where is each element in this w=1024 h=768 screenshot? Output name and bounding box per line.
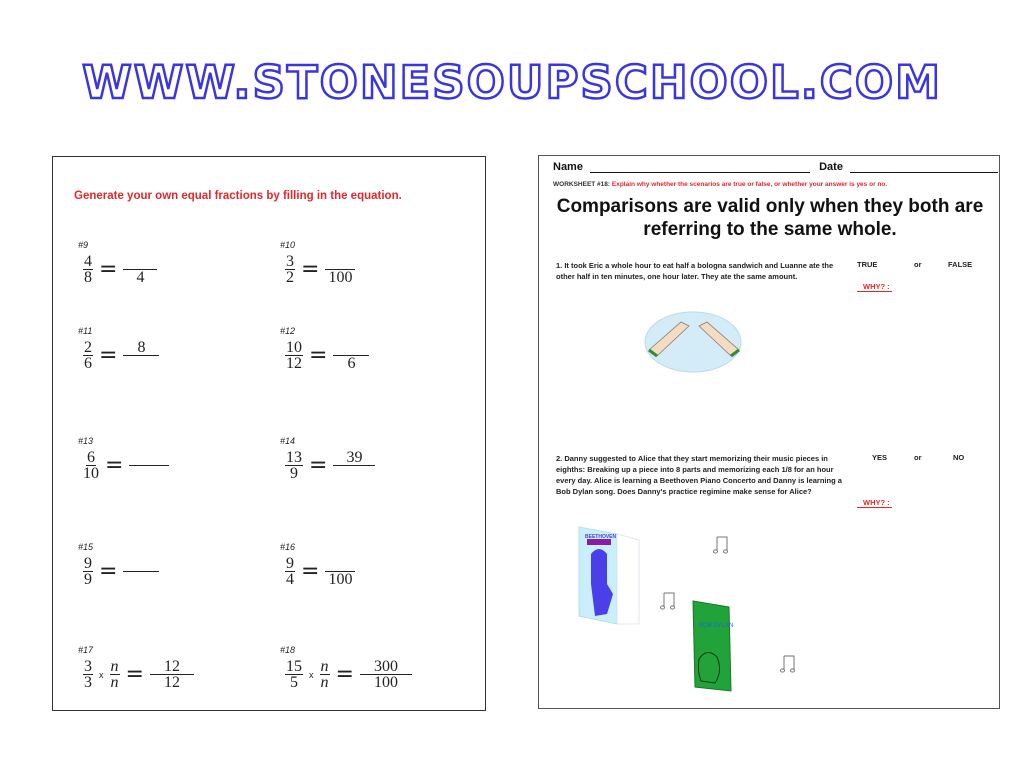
denominator: n	[320, 674, 329, 691]
problem-number: #16	[280, 542, 296, 552]
denominator: 6	[84, 355, 92, 372]
equals-sign: =	[309, 452, 328, 478]
denominator: 5	[290, 674, 298, 691]
denominator: 9	[290, 465, 298, 482]
given-fraction	[285, 450, 303, 481]
numerator: 13	[286, 449, 302, 466]
problem-11	[78, 326, 159, 372]
problem-number: #14	[280, 436, 296, 446]
equation	[83, 340, 159, 371]
times-sign: x	[99, 669, 104, 680]
given-fraction	[83, 340, 93, 371]
or-label: or	[914, 260, 922, 269]
heading-line-1: Comparisons are valid only when they both are	[556, 196, 984, 217]
name-date-row	[553, 161, 998, 173]
equation	[285, 556, 355, 587]
answer-fraction[interactable]	[129, 450, 169, 481]
worksheet-heading	[539, 195, 1001, 241]
problem-16	[280, 542, 355, 588]
true-option[interactable]: TRUE	[857, 260, 878, 269]
numerator: 9	[84, 555, 92, 572]
answer-numerator[interactable]	[325, 556, 355, 572]
problem-15	[78, 542, 159, 588]
date-label: Date	[819, 161, 843, 173]
answer-fraction[interactable]	[325, 556, 355, 587]
answer-denominator[interactable]: 12	[163, 674, 180, 691]
question-2-text: 2. Danny suggested to Alice that they start memorizing their music pieces in eighths: Breaking up a piece into 8 parts and memorizing each 1/8 for an hour every day. Alice is learning a Beethoven Piano Concerto and Danny is learning a Bob Dylan song. Does Danny's practice regimine make sense for Alice?	[556, 454, 842, 496]
music-note-icon	[658, 590, 678, 612]
problem-12	[280, 326, 369, 372]
problem-number: #9	[78, 240, 89, 250]
equals-sign: =	[99, 558, 118, 584]
name-label: Name	[553, 161, 583, 173]
equation	[83, 659, 194, 690]
site-title[interactable]: WWW.STONESOUPSCHOOL.COM	[82, 56, 942, 109]
worksheet-instruction: Explain why whether the scenarios are true or false, or whether your answer is yes or no.	[611, 181, 888, 188]
problem-number: #11	[78, 326, 93, 336]
numerator: 3	[286, 253, 294, 270]
numerator: 4	[84, 253, 92, 270]
multiplier-fraction	[110, 659, 120, 690]
problem-number: #10	[280, 240, 296, 250]
numerator: n	[110, 658, 119, 675]
answer-numerator[interactable]: 300	[360, 659, 412, 675]
problem-number: #17	[78, 645, 94, 655]
answer-numerator[interactable]: 12	[150, 659, 194, 675]
comparisons-worksheet	[538, 155, 1000, 709]
equals-sign: =	[99, 342, 118, 368]
problem-10	[280, 240, 355, 286]
problem-number: #12	[280, 326, 296, 336]
answer-denominator[interactable]: 100	[328, 571, 353, 588]
equals-sign: =	[301, 256, 320, 282]
name-field[interactable]	[590, 162, 810, 173]
equation	[83, 556, 159, 587]
music-note-icon	[711, 534, 731, 556]
equals-sign: =	[301, 558, 320, 584]
equation	[83, 450, 169, 481]
bob-dylan-book-image	[691, 599, 735, 693]
answer-denominator[interactable]: 6	[347, 355, 356, 372]
answer-fraction[interactable]	[333, 450, 375, 481]
answer-fraction[interactable]	[333, 340, 369, 371]
yes-option[interactable]: YES	[872, 453, 888, 462]
answer-fraction[interactable]	[150, 659, 194, 690]
numerator: 10	[286, 339, 302, 356]
equals-sign: =	[335, 661, 354, 687]
numerator: 3	[84, 658, 92, 675]
problem-9	[78, 240, 157, 286]
given-fraction	[83, 450, 99, 481]
sandwich-plate-image	[641, 304, 745, 376]
heading-line-2: referring to the same whole.	[643, 219, 897, 240]
given-fraction	[83, 659, 93, 690]
worksheet-header	[553, 181, 887, 188]
numerator: n	[320, 658, 329, 675]
why-label-2: WHY? :	[857, 498, 892, 508]
beethoven-book-image	[577, 524, 643, 628]
worksheet-instruction: Generate your own equal fractions by filling in the equation.	[74, 190, 402, 202]
given-fraction	[285, 659, 303, 690]
book-title: BOB DYLAN	[699, 623, 734, 629]
equation	[285, 659, 412, 690]
denominator: 4	[286, 571, 294, 588]
answer-numerator[interactable]: 39	[333, 450, 375, 466]
numerator: 15	[286, 658, 302, 675]
or-label: or	[914, 453, 922, 462]
equals-sign: =	[309, 342, 328, 368]
answer-numerator[interactable]	[333, 340, 369, 356]
answer-fraction[interactable]	[123, 254, 157, 285]
why-label-1: WHY? :	[857, 282, 892, 292]
given-fraction	[83, 254, 93, 285]
question-1-text: 1. It took Eric a whole hour to eat half a bologna sandwich and Luanne ate the other half in ten minutes, one hour later. They ate the same amount.	[556, 261, 834, 281]
answer-fraction[interactable]	[360, 659, 412, 690]
denominator: 10	[83, 465, 99, 482]
answer-numerator[interactable]	[325, 254, 355, 270]
multiplier-fraction	[320, 659, 330, 690]
problem-17	[78, 645, 194, 691]
given-fraction	[285, 556, 295, 587]
equal-fractions-worksheet	[52, 156, 486, 711]
denominator: 12	[286, 355, 302, 372]
answer-numerator[interactable]	[123, 556, 159, 572]
times-sign: x	[309, 669, 314, 680]
answer-fraction[interactable]	[123, 340, 159, 371]
no-option[interactable]: NO	[953, 453, 965, 462]
problem-number: #15	[78, 542, 94, 552]
denominator: 2	[286, 269, 294, 286]
equals-sign: =	[99, 256, 118, 282]
answer-numerator[interactable]	[129, 450, 169, 466]
answer-fraction[interactable]	[123, 556, 159, 587]
music-note-icon	[778, 653, 798, 675]
denominator: 3	[84, 674, 92, 691]
equation	[285, 340, 369, 371]
answer-numerator[interactable]: 8	[123, 340, 159, 356]
equation	[285, 450, 375, 481]
given-fraction	[285, 340, 303, 371]
problem-number: #13	[78, 436, 94, 446]
date-field[interactable]	[850, 162, 998, 173]
book-title: BEETHOVEN	[585, 534, 617, 540]
denominator: 9	[84, 571, 92, 588]
numerator: 2	[84, 339, 92, 356]
denominator: n	[110, 674, 119, 691]
answer-denominator[interactable]: 100	[328, 269, 353, 286]
given-fraction	[285, 254, 295, 285]
equation	[285, 254, 355, 285]
given-fraction	[83, 556, 93, 587]
answer-denominator[interactable]: 4	[136, 269, 145, 286]
denominator: 8	[84, 269, 92, 286]
answer-numerator[interactable]	[123, 254, 157, 270]
numerator: 9	[286, 555, 294, 572]
problem-18	[280, 645, 412, 691]
equals-sign: =	[105, 452, 124, 478]
problem-number: #18	[280, 645, 296, 655]
worksheet-number: WORKSHEET #18:	[553, 181, 611, 188]
answer-fraction[interactable]	[325, 254, 355, 285]
problem-13	[78, 436, 169, 482]
problem-14	[280, 436, 375, 482]
numerator: 6	[87, 449, 95, 466]
equals-sign: =	[125, 661, 144, 687]
false-option[interactable]: FALSE	[948, 260, 973, 269]
answer-denominator[interactable]: 100	[373, 674, 398, 691]
equation	[83, 254, 157, 285]
